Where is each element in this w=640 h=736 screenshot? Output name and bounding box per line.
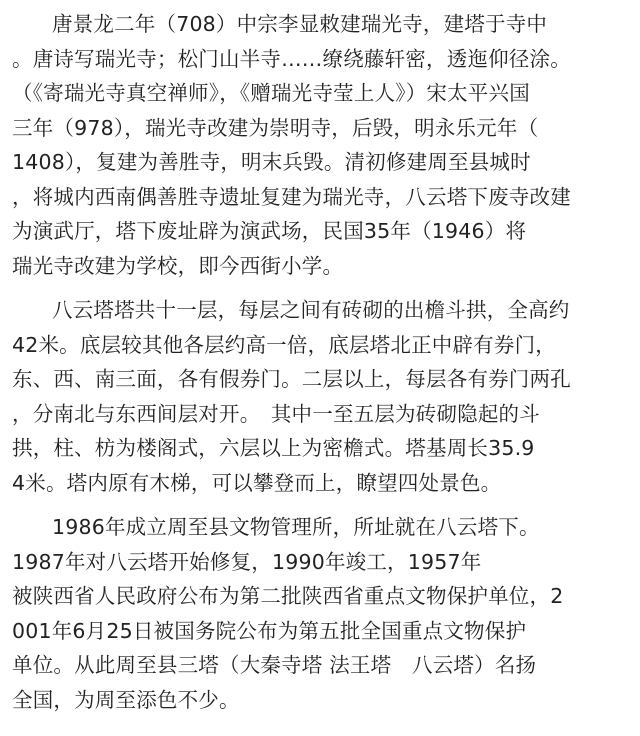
paragraph-history [12, 7, 640, 283]
text-line: 被陕西省人民政府公布为第二批陕西省重点文物保护单位，2 [12, 584, 564, 608]
text-line: 1987年对八云塔开始修复，1990年竣工，1957年 [12, 549, 482, 574]
text-line: 东、西、南三面，各有假券门。二层以上，每层各有券门两孔 [12, 367, 571, 391]
text-line: 。唐诗写瑞光寺；松门山半寺……缭绕藤轩密，透迤仰径涂。 [12, 46, 571, 71]
text-line: 1986年成立周至县文物管理所，所址就在八云塔下。 [52, 515, 540, 539]
text-line: 拱，柱、枋为楼阁式，六层以上为密檐式。塔基周长35.9 [12, 436, 535, 460]
paragraph-preservation [12, 510, 640, 717]
text-line: 三年（978），瑞光寺改建为崇明寺，后毁，明永乐元年（ [12, 115, 539, 140]
text-line: 4米。塔内原有木梯，可以攀登而上，瞭望四处景色。 [12, 470, 502, 495]
text-line: （《寄瑞光寺真空禅师》，《赠瑞光寺莹上人》）宋太平兴国 [12, 81, 530, 105]
text-line: ，将城内西南偶善胜寺遗址复建为瑞光寺，八云塔下废寺改建 [12, 184, 571, 209]
text-line: ，分南北与东西间层对开。 其中一至五层为砖砌隐起的斗 [12, 401, 540, 426]
text-line: 八云塔塔共十一层，每层之间有砖砌的出檐斗拱，全高约 [52, 298, 570, 322]
text-line: 唐景龙二年（708）中宗李显敕建瑞光寺，建塔于寺中 [52, 12, 548, 36]
text-line: 瑞光寺改建为学校，即今西街小学。 [12, 253, 344, 278]
text-line: 为演武厅，塔下废址辟为演武场，民国35年（1946）将 [12, 219, 527, 243]
text-line: 1408），复建为善胜寺，明末兵毁。清初修建周至县城时 [12, 150, 531, 174]
text-line: 全国，为周至添色不少。 [12, 687, 240, 712]
text-line: 001年6月25日被国务院公布为第五批全国重点文物保护 [12, 618, 527, 643]
text-line: 单位。从此周至县三塔（大秦寺塔 法王塔 八云塔）名扬 [12, 653, 537, 677]
text-line: 42米。底层较其他各层约高一倍，底层塔北正中辟有券门， [12, 332, 556, 357]
paragraph-structure [12, 293, 640, 500]
